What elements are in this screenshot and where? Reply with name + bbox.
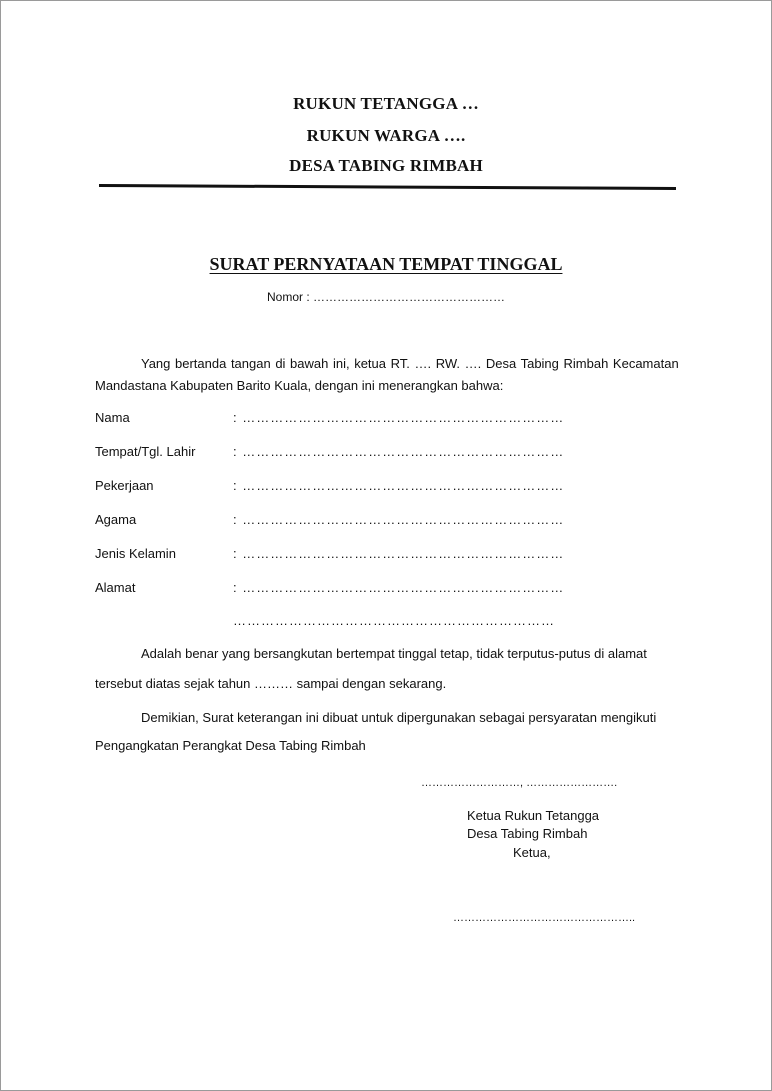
field-label-jenis-kelamin: Jenis Kelamin — [95, 546, 176, 561]
field-value-tempat-tgl-lahir: : …………………………………………………………… — [233, 444, 565, 459]
field-label-alamat: Alamat — [95, 580, 136, 595]
statement-line-2: tersebut diatas sejak tahun ……… sampai dengan sekarang. — [95, 676, 447, 691]
header-rw: RUKUN WARGA …. — [306, 126, 466, 145]
signature-place-date: ………………………, ……………………. — [421, 777, 618, 789]
closing-line-2: Pengangkatan Perangkat Desa Tabing Rimbah — [95, 738, 366, 753]
closing-line-1: Demikian, Surat keterangan ini dibuat untuk dipergunakan sebagai persyaratan mengikuti — [141, 710, 657, 725]
signature-name-line: ………………………………………….. — [453, 912, 636, 924]
field-value-nama: : …………………………………………………………… — [233, 410, 565, 425]
header-desa: DESA TABING RIMBAH — [289, 156, 483, 175]
statement-line-1: Adalah benar yang bersangkutan bertempat tinggal tetap, tidak terputus-putus di alamat — [141, 646, 647, 661]
field-value-alamat-continuation: …………………………………………………………… — [233, 613, 555, 628]
field-label-agama: Agama — [95, 512, 137, 527]
field-value-pekerjaan: : …………………………………………………………… — [233, 478, 565, 493]
header-rt: RUKUN TETANGGA … — [293, 94, 479, 113]
field-value-alamat: : …………………………………………………………… — [233, 580, 565, 595]
document-number: Nomor : ………………………………………… — [266, 290, 505, 304]
field-value-jenis-kelamin: : …………………………………………………………… — [233, 546, 565, 561]
document-title: SURAT PERNYATAAN TEMPAT TINGGAL — [209, 254, 563, 274]
field-label-nama: Nama — [95, 410, 130, 425]
field-label-pekerjaan: Pekerjaan — [95, 478, 154, 493]
intro-line-1: Yang bertanda tangan di bawah ini, ketua RT. …. RW. …. Desa Tabing Rimbah Kecamatan — [141, 356, 679, 371]
signature-role-2: Desa Tabing Rimbah — [467, 826, 588, 841]
signature-role-3: Ketua, — [513, 845, 551, 860]
field-label-tempat-tgl-lahir: Tempat/Tgl. Lahir — [95, 444, 196, 459]
signature-role-1: Ketua Rukun Tetangga — [467, 808, 600, 823]
intro-line-2: Mandastana Kabupaten Barito Kuala, dengan ini menerangkan bahwa: — [95, 378, 504, 393]
field-value-agama: : …………………………………………………………… — [233, 512, 565, 527]
